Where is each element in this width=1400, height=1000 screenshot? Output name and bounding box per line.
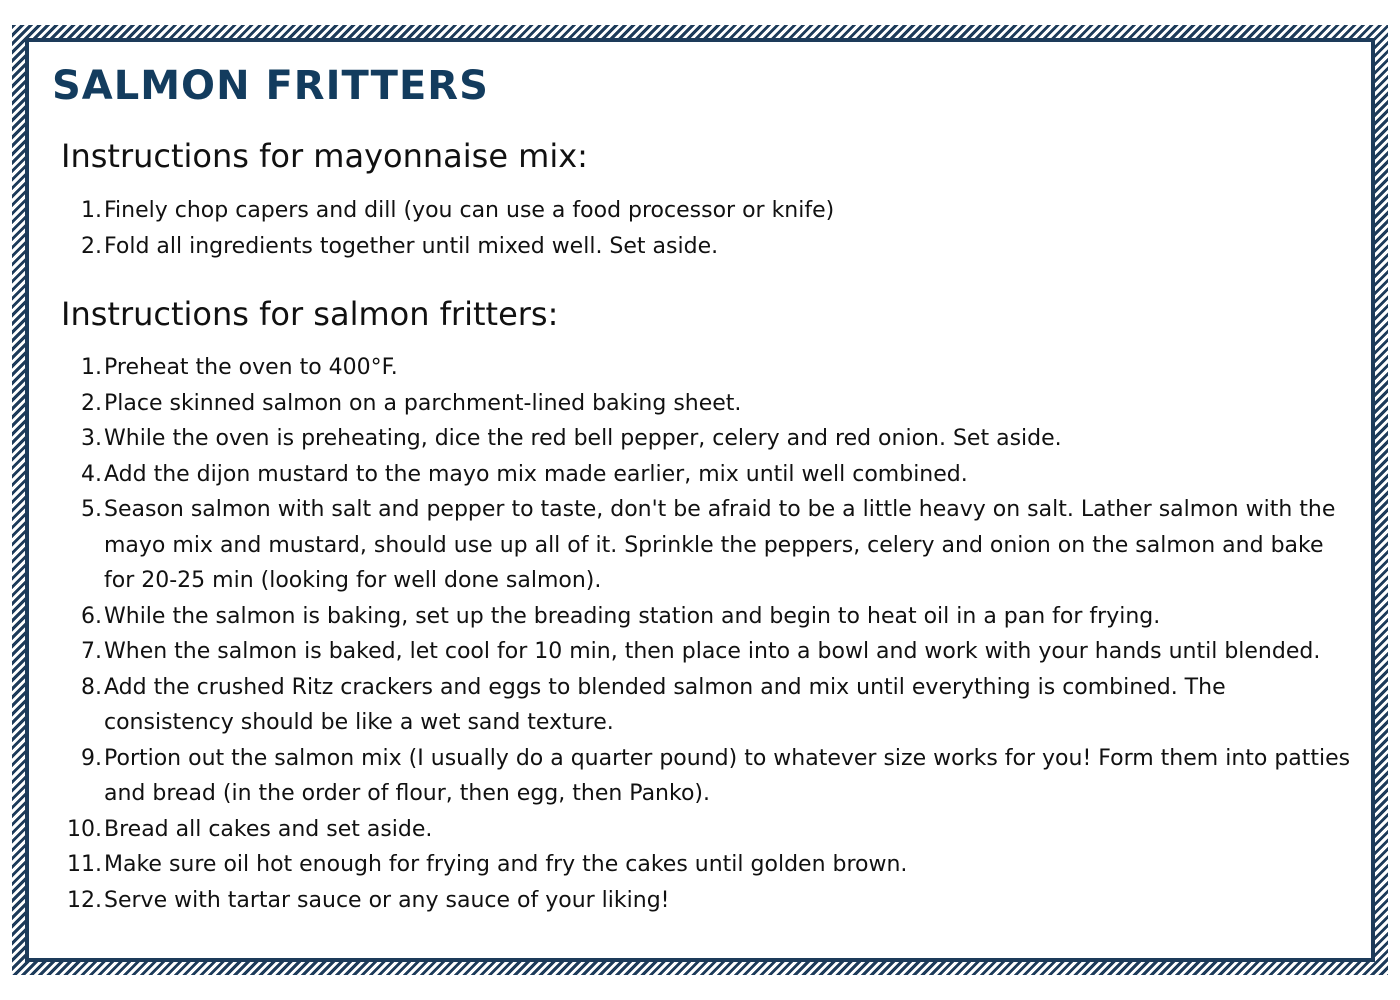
step-text: Serve with tartar sauce or any sauce of your liking! <box>104 887 670 913</box>
step-text: Place skinned salmon on a parchment-lined baking sheet. <box>104 390 742 416</box>
fritters-step-4 <box>0 457 1360 493</box>
step-number: 12. <box>67 887 102 913</box>
fritters-step-1 <box>0 350 1360 386</box>
fritters-step-2 <box>0 386 1360 422</box>
step-text: Add the dijon mustard to the mayo mix made earlier, mix until well combined. <box>104 461 968 487</box>
step-number: 8. <box>81 674 102 700</box>
step-text: While the salmon is baking, set up the breading station and begin to heat oil in a pan for frying. <box>104 603 1161 629</box>
step-number: 2. <box>81 390 102 416</box>
step-number: 5. <box>81 497 102 522</box>
step-text: Season salmon with salt and pepper to taste, don't be afraid to be a little heavy on salt. Lather salmon with the mayo mix and mustard, should use up all of it. Sprinkle the peppers, celery and onion on the salmon and bake for 20-25 min (looking for well done salmon). <box>104 497 1336 593</box>
fritters-step-8 <box>0 670 1360 741</box>
fritters-steps-list <box>0 350 1360 918</box>
step-number: 1. <box>81 355 102 380</box>
fritters-step-9 <box>0 741 1360 812</box>
step-text: Finely chop capers and dill (you can use a food processor or knife) <box>104 198 835 223</box>
mayo-steps-list <box>0 193 1360 264</box>
step-text: Fold all ingredients together until mixed well. Set aside. <box>104 233 719 259</box>
mayo-step-2 <box>0 229 1360 265</box>
step-number: 6. <box>81 603 102 629</box>
step-text: Make sure oil hot enough for frying and fry the cakes until golden brown. <box>104 852 908 877</box>
fritters-step-10 <box>0 812 1360 848</box>
step-text: Add the crushed Ritz crackers and eggs to blended salmon and mix until everything is combined. The consistency should be like a wet sand texture. <box>104 674 1226 735</box>
fritters-step-11 <box>0 847 1360 883</box>
mayo-step-1 <box>0 193 1360 229</box>
mayo-instructions-heading: Instructions for mayonnaise mix: <box>61 137 588 175</box>
step-text: Preheat the oven to 400°F. <box>104 355 398 380</box>
step-text: Bread all cakes and set aside. <box>104 816 433 842</box>
step-number: 2. <box>81 233 102 259</box>
fritters-step-12 <box>0 883 1360 919</box>
fritters-step-6 <box>0 599 1360 635</box>
step-number: 4. <box>81 461 102 487</box>
step-number: 9. <box>81 745 102 771</box>
fritters-step-3 <box>0 421 1360 457</box>
step-text: While the oven is preheating, dice the red bell pepper, celery and red onion. Set aside. <box>104 426 1062 451</box>
step-text: When the salmon is baked, let cool for 10 min, then place into a bowl and work with your hands until blended. <box>104 639 1321 664</box>
fritters-instructions-heading: Instructions for salmon fritters: <box>61 295 559 333</box>
step-number: 1. <box>81 198 102 223</box>
step-number: 11. <box>67 852 102 877</box>
step-number: 7. <box>81 639 102 664</box>
fritters-step-7 <box>0 634 1360 670</box>
step-number: 3. <box>81 426 102 451</box>
recipe-title: SALMON FRITTERS <box>52 63 489 109</box>
step-text: Portion out the salmon mix (I usually do a quarter pound) to whatever size works for you! Form them into patties and bread (in the order of flour, then egg, then Panko). <box>104 745 1351 806</box>
step-number: 10. <box>67 816 102 842</box>
fritters-step-5 <box>0 492 1360 599</box>
